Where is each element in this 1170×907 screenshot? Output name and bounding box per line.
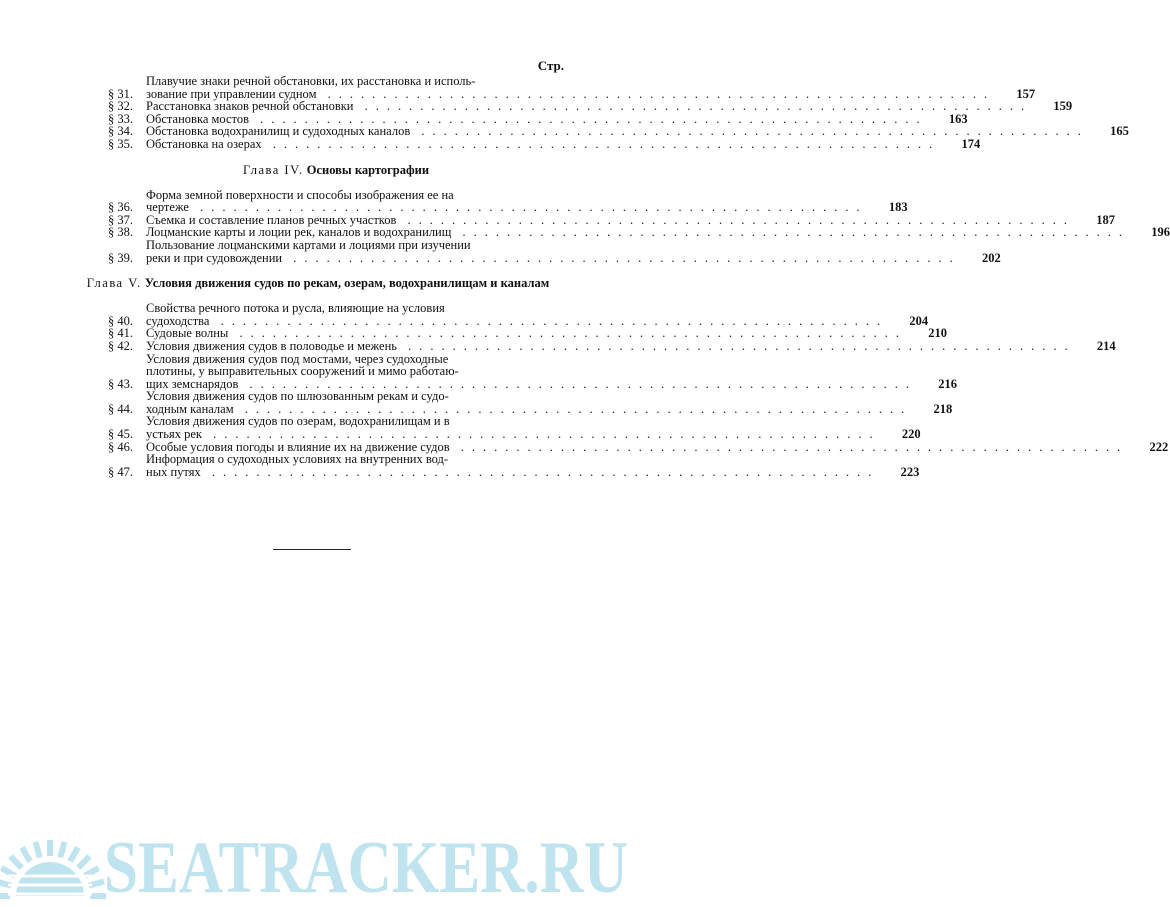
page-number: 159 [1053, 99, 1073, 114]
page-number: 165 [1110, 124, 1129, 139]
section-number: § 34. [108, 124, 133, 139]
section-title [146, 390, 912, 415]
section-title-text: Форма земной поверхности и способы изображения ее на [146, 187, 454, 202]
section-number: § 38. [108, 225, 133, 240]
section-title-text: Съемка и составление планов речных участков [146, 212, 397, 227]
leader-dots: ............................................................ [209, 313, 889, 328]
section-number: § 43. [108, 376, 133, 391]
section-title-text: Обстановка на озерах [146, 136, 262, 151]
section-title [146, 302, 888, 327]
section-title-text: Обстановка мостов [146, 111, 249, 126]
section-title-text: Условия движения судов под мостами, через судоходные [146, 351, 449, 366]
section-title-text: Лоцманские карты и лоции рек, каналов и водохранилищ [146, 225, 452, 240]
leader-dots: ............................................................ [200, 464, 880, 479]
section-title-text: реки и при судовождении [146, 250, 283, 265]
watermark [0, 808, 640, 907]
section-number: § 32. [108, 99, 133, 114]
section-title-text: ходным каналам [146, 401, 234, 416]
leader-dots: ............................................................ [188, 200, 868, 215]
section-number: § 39. [108, 250, 133, 265]
leader-dots: ............................................................ [201, 427, 881, 442]
page-number: 204 [909, 313, 929, 328]
section-title-text: Условия движения судов в половодье и межень [146, 338, 397, 353]
page-number: 210 [928, 326, 947, 341]
section-title-text: Пользование лоцманскими картами и лоциями при изучении [146, 237, 471, 252]
section-title-text: чертеже [146, 200, 189, 215]
watermark-text: SEATRACKER.RU [104, 827, 628, 907]
section-title-text: Условия движения судов по шлюзованным рекам и судо- [146, 389, 449, 404]
section-title [146, 453, 879, 478]
section-number: § 41. [108, 326, 133, 341]
end-rule [273, 549, 351, 550]
leader-dots: ............................................................ [233, 401, 913, 416]
toc-entry[interactable] [108, 136, 981, 151]
toc-entry[interactable] [108, 237, 1001, 265]
section-title-text: Условия движения судов по озерам, водохранилищам и в [146, 414, 450, 429]
section-number: § 31. [108, 86, 133, 101]
leader-dots: ............................................................ [353, 99, 1033, 114]
leader-dots: ............................................................ [228, 326, 907, 341]
table-of-contents [86, 74, 1170, 479]
sun-ray [36, 842, 40, 857]
section-number: § 47. [108, 464, 133, 479]
section-title [146, 415, 881, 440]
chapter-heading [108, 163, 564, 177]
section-number: § 40. [108, 313, 133, 328]
section-number: § 44. [108, 401, 133, 416]
leader-dots: ............................................................ [410, 124, 1089, 139]
section-title-text: ных путях [146, 464, 201, 479]
leader-dots: ............................................................ [451, 225, 1130, 240]
section-number: § 46. [108, 439, 133, 454]
section-title-text: щих земснарядов [146, 376, 239, 391]
section-title-line [146, 138, 940, 151]
leader-dots: ............................................................ [282, 250, 961, 265]
page-number: 220 [901, 427, 921, 442]
page-number: 163 [948, 111, 968, 126]
section-title [146, 189, 868, 214]
section-title-text: Информация о судоходных условиях на внутренних вод- [146, 452, 449, 467]
section-title-line [146, 466, 879, 479]
leader-dots: ............................................................ [396, 338, 1076, 353]
toc-entry[interactable] [108, 187, 908, 215]
leader-dots: ............................................................ [248, 111, 928, 126]
sun-ray [70, 848, 78, 862]
section-number: § 42. [108, 338, 133, 353]
toc-entry[interactable] [108, 74, 1036, 101]
section-title-text: Судовые волны [146, 326, 229, 341]
section-number: § 45. [108, 427, 133, 442]
page-number: 174 [961, 136, 981, 151]
section-title-text: зование при управлении судном [146, 86, 317, 101]
sun-ray [78, 856, 89, 867]
section-title-line [146, 252, 961, 265]
sun-disc [16, 862, 84, 896]
section-title-text: устьях рек [146, 427, 202, 442]
leader-dots: ............................................................ [396, 212, 1076, 227]
section-title-text: Особые условия погоды и влияние их на движение судов [146, 439, 450, 454]
toc-entry[interactable] [108, 351, 958, 391]
page-column-label: Стр. [537, 58, 564, 73]
section-title [146, 239, 961, 264]
page-number: 223 [900, 464, 920, 479]
page-number: 218 [933, 401, 953, 416]
section-number: § 36. [108, 200, 133, 215]
section-title [146, 138, 940, 151]
chapter-title: Основы картографии [306, 162, 430, 177]
page-number: 216 [938, 376, 958, 391]
leader-dots: ............................................................ [238, 376, 918, 391]
sun-ray [22, 848, 30, 862]
toc-entry[interactable] [108, 414, 921, 442]
page-number: 183 [888, 200, 908, 215]
sun-logo-icon [0, 840, 106, 896]
section-number: § 33. [108, 111, 133, 126]
leader-dots: ............................................................ [316, 86, 996, 101]
section-title [146, 353, 917, 391]
sun-ray [10, 856, 21, 867]
toc-entry[interactable] [108, 452, 920, 479]
chapter-label: Глава IV. [242, 162, 304, 177]
chapter-label: Глава V. [86, 276, 142, 291]
section-title-text: Обстановка водохранилищ и судоходных каналов [146, 124, 411, 139]
page-number: 196 [1151, 225, 1170, 240]
chapter-title: Условия движения судов по рекам, озерам, водохранилищам и каналам [144, 276, 550, 291]
toc-entry[interactable] [108, 301, 929, 328]
section-number: § 37. [108, 212, 133, 227]
toc-entry[interactable] [108, 389, 953, 416]
page-number: 214 [1096, 338, 1116, 353]
sun-ray [60, 842, 64, 857]
page-number: 222 [1149, 439, 1169, 454]
page-number: 157 [1016, 86, 1036, 101]
section-title-text: Свойства речного потока и русла, влияющие на условия [146, 301, 445, 316]
section-title-text: плотины, у выправительных сооружений и мимо работаю- [146, 364, 459, 379]
leader-dots: ............................................................ [449, 439, 1129, 454]
section-title-text: Расстановка знаков речной обстановки [146, 99, 354, 114]
chapter-heading [72, 276, 564, 290]
section-title-text: судоходства [146, 313, 210, 328]
leader-dots: ............................................................ [261, 136, 941, 151]
section-title [146, 75, 995, 100]
section-number: § 35. [108, 136, 133, 151]
page-number: 202 [981, 250, 1001, 265]
section-title-text: Плавучие знаки речной обстановки, их расстановка и исполь- [146, 74, 476, 88]
page-number: 187 [1096, 212, 1116, 227]
